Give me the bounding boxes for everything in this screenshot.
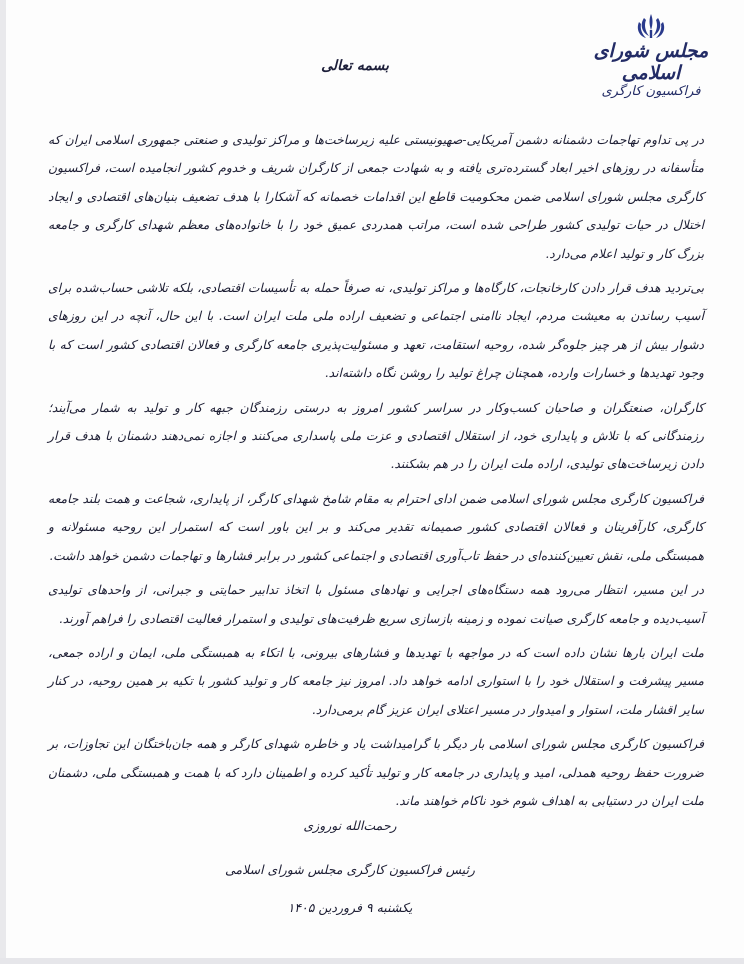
body-paragraph: بی‌تردید هدف قرار دادن کارخانجات، کارگاه‌ها و مراکز تولیدی، نه صرفاً حمله به تأسیسات اقتصادی، بلکه تلاشی حساب‌شده برای آسیب رساندن به معیشت مردم، ایجاد ناامنی اجتماعی و تضعیف اراده ملی ملت ایران است. با این حال، آنچه در این روزهای دشوار بیش از هر چیز جلوه‌گر شده، روحیه استقامت، تعهد و مسئولیت‌پذیری جامعه کارگری و فعالان اقتصادی کشور است که با وجود تهدیدها و خسارات وارده، همچنان چراغ تولید را روشن نگاه داشته‌اند. [48, 281, 704, 381]
page-bottom-edge [0, 958, 744, 964]
signatory-title: رئیس فراکسیون کارگری مجلس شورای اسلامی [225, 862, 475, 877]
body-paragraph: در پی تداوم تهاجمات دشمنانه دشمن آمریکایی-صهیونیستی علیه زیرساخت‌ها و مراکز تولیدی و صنعتی جمهوری اسلامی ایران که متأسفانه در روزهای اخیر ابعاد گسترده‌تری یافته و به شهادت جمعی از کارگران شریف و خدوم کشور انجامیده است، فراکسیون کارگری مجلس شورای اسلامی ضمن محکومیت قاطع این اقدامات خصمانه که آشکارا با هدف تضعیف بنیان‌های اقتصادی و ایجاد اختلال در حیات تولیدی کشور طراحی شده است، مراتب همدردی عمیق خود را با خانواده‌های معظم شهدای کارگری و جامعه بزرگ کار و تولید اعلام می‌دارد. [48, 133, 704, 261]
logo-subtitle: فراکسیون کارگری [601, 84, 701, 99]
body-paragraph: فراکسیون کارگری مجلس شورای اسلامی بار دیگر با گرامیداشت یاد و خاطره شهدای کارگر و همه جان‌باختگان این تجاوزات، بر ضرورت حفظ روحیه همدلی، امید و پایداری در جامعه کار و تولید تأکید کرده و اطمینان دارد که با همت و همبستگی ملی، دشمنان ملت ایران در دستیابی به اهداف شوم خود ناکام خواهند ماند. [48, 737, 704, 808]
body-paragraph: ملت ایران بارها نشان داده است که در مواجهه با تهدیدها و فشارهای بیرونی، با اتکاء به همبستگی ملی، ایمان و اراده جمعی، مسیر پیشرفت و استقلال خود را با استواری ادامه خواهد داد. امروز نیز جامعه کار و تولید کشور با تکیه بر همین روحیه، در کنار سایر اقشار ملت، استوار و امیدوار در مسیر اعتلای ایران عزیز گام برمی‌دارد. [48, 645, 704, 717]
body-paragraph: فراکسیون کارگری مجلس شورای اسلامی ضمن ادای احترام به مقام شامخ شهدای کارگر، از پایداری، شجاعت و همت بلند جامعه کارگری، کارآفرینان و فعالان اقتصادی کشور صمیمانه تقدیر می‌کند و بر این باور است که استمرار این روحیه مسئولانه و همبستگی ملی، نقش تعیین‌کننده‌ای در حفظ تاب‌آوری اقتصادی و اجتماعی کشور در برابر فشارها و تهاجمات دشمن خواهد داشت. [48, 491, 704, 563]
logo-title: مجلس شورای اسلامی [593, 40, 709, 84]
letter-body [48, 126, 704, 815]
body-paragraph: کارگران، صنعتگران و صاحبان کسب‌وکار در سراسر کشور امروز به درستی رزمندگان جبهه کار و تولید به شمار می‌آیند؛ رزمندگانی که با تلاش و پایداری خود، از استقلال اقتصادی و عزت ملی پاسداری می‌کنند و اجازه نمی‌دهند دشمنان با هدف قرار دادن زیرساخت‌های تولیدی، اراده ملت ایران را در هم بشکنند. [48, 400, 704, 472]
page-edge-shadow [0, 0, 6, 964]
body-paragraph: در این مسیر، انتظار می‌رود همه دستگاه‌های اجرایی و نهادهای مسئول با اتخاذ تدابیر حمایتی و جبرانی، از واحدهای تولیدی آسیب‌دیده و جامعه کارگری صیانت نموده و زمینه بازسازی سریع ظرفیت‌های تولیدی و استمرار فعالیت اقتصادی را فراهم آورند. [48, 583, 704, 626]
signatory-name: رحمت‌الله نوروزی [303, 818, 397, 833]
letter-heading: بسمه تعالی [321, 58, 389, 74]
iran-emblem-icon [634, 12, 668, 42]
parliament-logo [586, 12, 716, 112]
letter-date: یکشنبه ۹ فروردین ۱۴۰۵ [287, 900, 413, 915]
